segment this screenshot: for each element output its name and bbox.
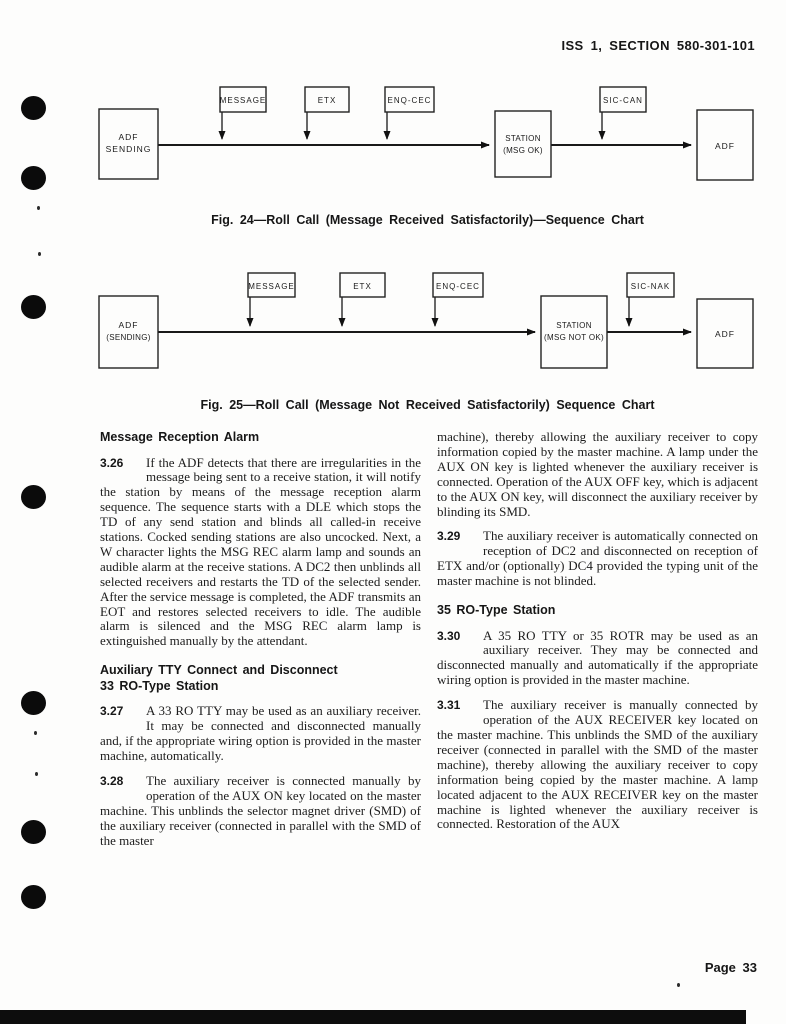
paper-speck	[37, 206, 40, 210]
fig25-sender-label-line2: (SENDING)	[106, 333, 151, 342]
paragraph-number: 3.29	[437, 529, 461, 544]
fig25-sender-box	[99, 296, 158, 368]
paper-speck	[38, 252, 41, 256]
paragraph-text: The auxiliary receiver is automatically connected on reception of DC2 and disconnected on reception of ETX and/or (optionally) DC4 provided the typing unit of the master machine is not blinded.	[437, 528, 758, 589]
right-column	[437, 429, 758, 848]
heading-line: Message Reception Alarm	[100, 430, 260, 444]
paragraph-text: If the ADF detects that there are irregularities in the message being sent to a receive station, it will notify the station by means of the message reception alarm sequence. The sequence starts with a DLE which stops the TD of any send station and blinds all called-in receive stations. Cocked sending stations are also uncocked. Next, a W character lights the MSG REC alarm lamp and sounds an audible alarm at the receive stations. A DC2 then unblinds all selected receivers and restarts the TD of the selected sender. After the service message is completed, the ADF transmits an EOT and restores selected receivers to idle. The audible alarm is silenced and the MSG REC alarm lamp is extinguished manually by the attendant.	[100, 454, 421, 649]
fig25-station-box	[541, 296, 607, 368]
paragraph-number: 3.30	[437, 628, 461, 643]
section-heading-message-reception-alarm	[100, 430, 421, 446]
paragraph-number: 3.26	[100, 455, 124, 470]
fig25-sender-label-line1: ADF	[118, 320, 139, 330]
heading-line: Auxiliary TTY Connect and Disconnect	[100, 663, 338, 678]
fig24-station-box	[495, 111, 551, 177]
paragraph-number: 3.27	[100, 704, 124, 719]
heading-line: 35 RO-Type Station	[437, 603, 556, 618]
fig25-station-label-line2: (MSG NOT OK)	[544, 333, 604, 342]
document-header: ISS 1, SECTION 580-301-101	[561, 38, 755, 53]
fig25-etx-tag-label: ETX	[353, 282, 372, 291]
figure-24-caption: Fig. 24—Roll Call (Message Received Satisfactorily)—Sequence Chart	[211, 213, 644, 227]
paragraph-text: A 35 RO TTY or 35 ROTR may be used as an auxiliary receiver. They may be connected and disconnected manually and automatically if the appropriate wiring option is provided in the master machine.	[437, 627, 758, 688]
section-heading-auxiliary-tty	[100, 663, 421, 694]
fig24-station-label-line1: STATION	[505, 134, 541, 143]
binding-dot	[21, 96, 46, 120]
left-column	[100, 429, 421, 848]
paragraph-number: 3.28	[100, 773, 124, 788]
page-number: Page 33	[704, 960, 757, 975]
fig24-station-label-line2: (MSG OK)	[503, 146, 543, 155]
paragraph-text: A 33 RO TTY may be used as an auxiliary receiver. It may be connected and disconnected manually and, if the appropriate wiring option is provided in the master machine, automatically.	[100, 703, 421, 763]
bottom-scan-bar	[0, 1010, 746, 1024]
fig24-sic-can-tag-label: SIC-CAN	[603, 96, 643, 105]
figure-24-sequence-chart	[95, 80, 760, 185]
binding-dot	[21, 166, 46, 190]
binding-dot	[21, 485, 46, 509]
fig24-enq-cec-tag-label: ENQ-CEC	[387, 96, 432, 105]
paragraph-3-28	[100, 774, 421, 849]
fig24-message-tag-label: MESSAGE	[219, 96, 267, 105]
binding-dot	[21, 820, 46, 844]
binding-dot	[21, 885, 46, 909]
body-columns	[100, 429, 758, 848]
fig25-enq-cec-tag-label: ENQ-CEC	[436, 282, 480, 291]
paragraph-number: 3.31	[437, 698, 461, 713]
binding-dot	[21, 295, 46, 319]
paragraph-3-26	[100, 456, 421, 650]
figure-25-caption: Fig. 25—Roll Call (Message Not Received Satisfactorily) Sequence Chart	[200, 398, 655, 412]
paragraph-3-30	[437, 629, 758, 689]
paragraph-3-27	[100, 704, 421, 764]
fig24-receiver-label: ADF	[715, 141, 735, 151]
fig25-sic-nak-tag-label: SIC-NAK	[630, 282, 671, 291]
fig24-sender-label-line2: SENDING	[105, 144, 152, 154]
fig24-sender-label-line1: ADF	[118, 132, 139, 142]
fig24-etx-tag-label: ETX	[317, 96, 337, 105]
section-heading-35-ro-type-station	[437, 603, 758, 619]
paragraph-3-31	[437, 698, 758, 832]
paragraph-text: The auxiliary receiver is connected manually by operation of the AUX ON key located on the master machine. This unblinds the selector magnet driver (SMD) of the auxiliary receiver (connected in parallel with the SMD of the master	[100, 772, 421, 848]
paper-speck	[34, 731, 37, 735]
heading-line: 33 RO-Type Station	[100, 678, 219, 693]
figure-25-sequence-chart	[95, 268, 760, 373]
figure-24-diagram	[95, 80, 760, 185]
binding-dot	[21, 691, 46, 715]
paragraph-text: machine), thereby allowing the auxiliary receiver to copy information copied by the master machine. A lamp under the AUX ON key is lighted whenever the auxiliary receiver is connected. Operation of the AUX OFF key, which is adjacent to the AUX ON key, will disconnect the auxiliary receiver by blinding its SMD.	[437, 429, 758, 519]
paragraph-3-28-continuation	[437, 430, 758, 519]
paper-speck	[677, 983, 680, 987]
fig25-station-label-line1: STATION	[556, 321, 592, 330]
fig25-receiver-label: ADF	[715, 329, 735, 339]
figure-25-diagram	[95, 268, 760, 376]
paper-speck	[35, 772, 38, 776]
paragraph-3-29	[437, 529, 758, 589]
paragraph-text: The auxiliary receiver is manually connected by operation of the AUX RECEIVER key located on the master machine. This unblinds the SMD of the auxiliary receiver (connected in parallel with the SMD of the master machine), thereby allowing the auxiliary receiver to copy information being copied by the master machine. A lamp located adjacent to the AUX RECEIVER key on the master machine is lighted whenever the auxiliary receiver is connected. Restoration of the AUX	[437, 697, 758, 832]
fig25-message-tag-label: MESSAGE	[248, 282, 295, 291]
